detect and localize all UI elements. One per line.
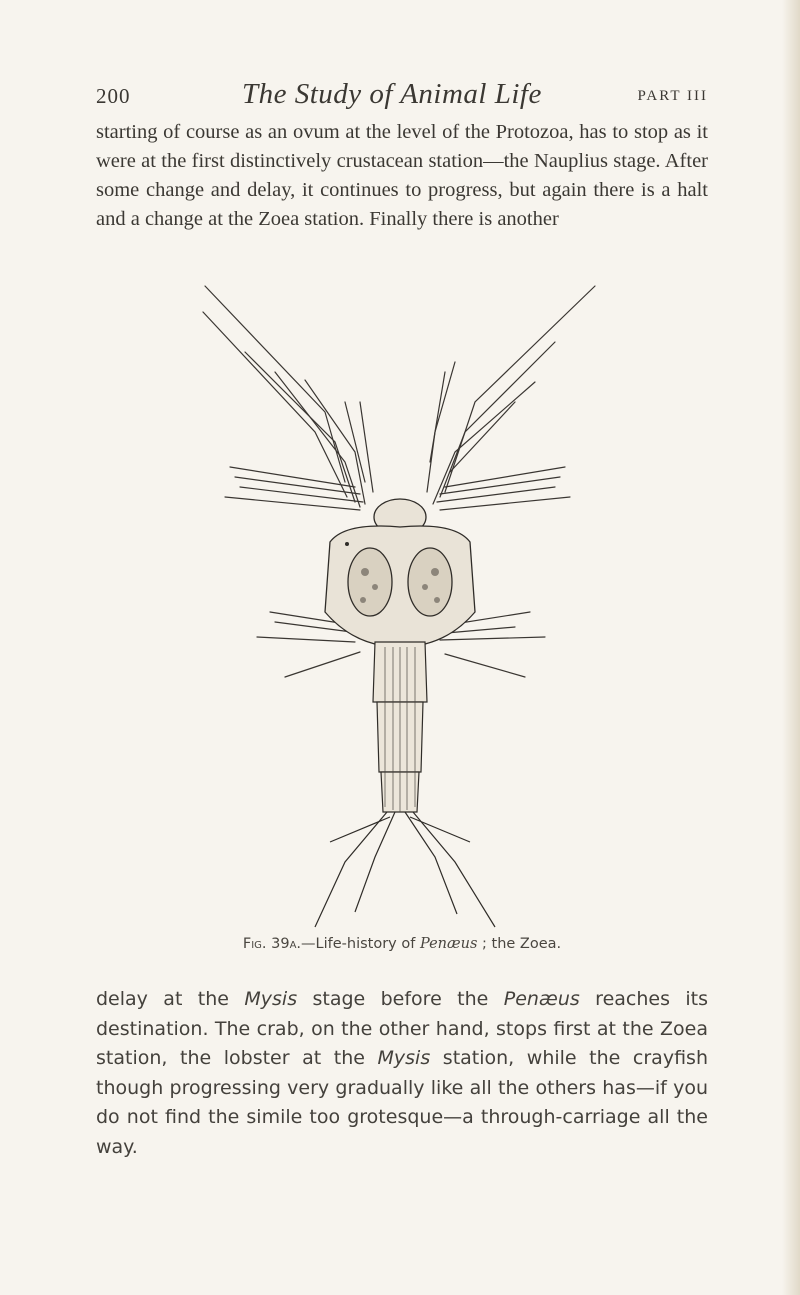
text-segment: station, while the crayfish though progressing very gradually like all the others has—if you do not find the simile too grotesque—a through-carriage all the way. bbox=[96, 1047, 708, 1158]
figure-caption bbox=[96, 936, 708, 952]
caption-tail: ; the Zoea. bbox=[477, 936, 562, 952]
text-segment: stage before the bbox=[297, 988, 504, 1010]
caption-text: —Life-history of bbox=[301, 936, 420, 952]
page-edge-shadow bbox=[782, 0, 800, 1295]
italic-mysis: Mysis bbox=[244, 988, 298, 1010]
page-number: 200 bbox=[96, 84, 131, 108]
italic-mysis: Mysis bbox=[377, 1047, 431, 1069]
zoea-illustration bbox=[195, 282, 605, 934]
running-title: The Study of Animal Life bbox=[242, 78, 542, 110]
paragraph-top: starting of course as an ovum at the level of the Protozoa, has to stop as it were at the first distinctively crustacean station—the Nauplius stage. After some change and delay, it continues to progress, but again there is a halt and a change at the Zoea station. Finally there is another bbox=[96, 121, 708, 230]
caption-genus: Penæus bbox=[419, 936, 478, 952]
section-label: PART III bbox=[637, 88, 708, 104]
text-segment: delay at the bbox=[96, 988, 245, 1010]
paragraph-bottom bbox=[96, 985, 708, 1162]
page-header bbox=[96, 78, 708, 118]
text-segment: reaches its destination. The crab, on the other hand, stops first at the Zoea station, the lobster at the bbox=[96, 988, 708, 1069]
caption-figure-number: Fig. 39a. bbox=[242, 936, 302, 952]
italic-penaeus: Penæus bbox=[503, 988, 580, 1010]
